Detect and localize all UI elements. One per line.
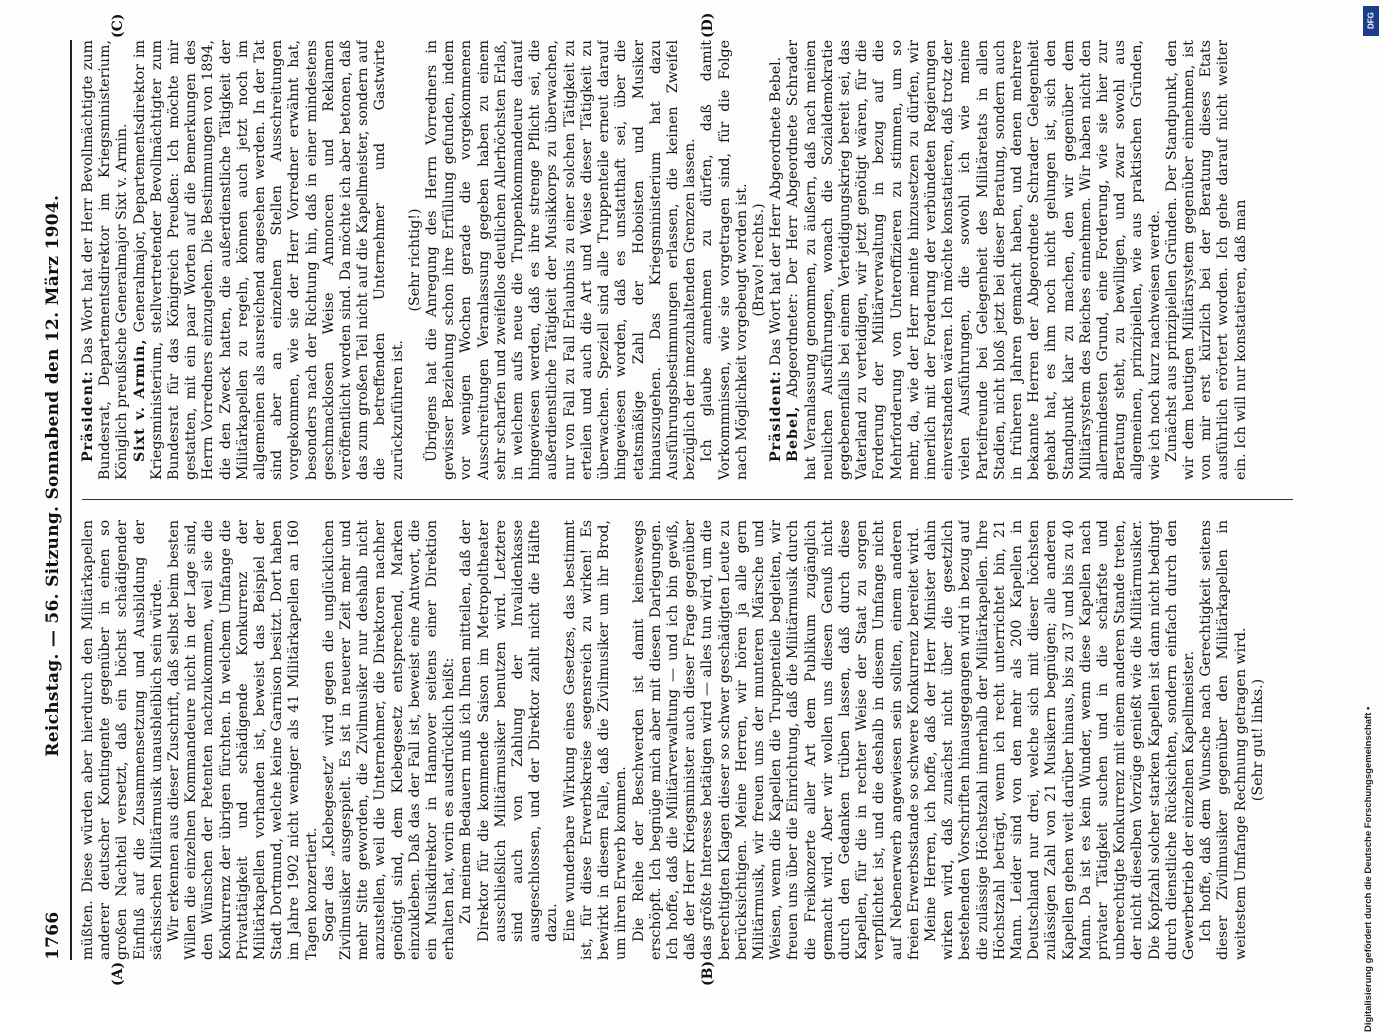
reaction: (Sehr richtig!): [406, 208, 423, 312]
speech-text: Das Wort hat der Herr Bevollmächtigte zum Bundesrat, Departementsdirektor im Kriegsministerium, Königlich preußische Generalmajor Sixt v. Armin.: [80, 40, 131, 480]
margin-letter-c: (C): [110, 13, 126, 38]
paragraph: Ich glaube annehmen zu dürfen, daß damit Vorkommnissen, wie sie vorgetragen sind, für die Folge nach Möglichkeit vorgebeugt worden ist.: [699, 40, 750, 480]
header-rule: [70, 40, 72, 960]
speech-text: Abgeordneter: Der Herr Abgeordnete Schrader hat Veranlassung genommen, zu äußern, daß nach meinen neulichen Ausführungen, wonach die Sozialdemokratie gegebenenfalls bei einem Verteidigungskrieg bereit sei, das Vaterland zu verteidigen, wir jetzt genötigt wären, für die Forderung der Militärverwaltung in bezug auf die Mehrforderung von Unteroffizieren zu stimmen, um so mehr, da, wie der Herr meinte hinzusetzen zu dürfen, wir innerlich mit der Forderung der verbündeten Regierungen einverstanden wären. Ich möchte konstatieren, daß trotz der vielen Ausführungen, die sowohl ich wie meine Parteifreunde bei Gelegenheit des Militäretats in allen Stadien, nicht bloß jetzt bei dieser Beratung, sondern auch in früheren Jahren gemacht haben, und denen mehrere bekannte Herren der Abgeordnete Schrader Gelegenheit gehabt hat, es ihm noch nicht gelungen ist, sich den Standpunkt klar zu machen, den wir gegenüber dem Militärsystem des Reiches einnehmen. Wir haben nicht den allermindesten Grund, eine Forderung, wie sie hier zur Beratung steht, zu bewilligen, und zwar sowohl aus allgemeinen, prinzipiellen, wie aus praktischen Gründen, wie ich noch kurz nachweisen werde.: [785, 40, 1163, 480]
right-column: [80, 40, 1313, 480]
speaker-name: Präsident:: [768, 370, 785, 462]
reaction: (Bravo! rechts.): [750, 203, 767, 317]
margin-letter-d: (D): [700, 12, 716, 38]
digitization-credit: Digitalisierung gefördert durch die Deutsche Forschungsgemeinschaft •: [1363, 706, 1374, 1032]
paragraph: Sogar das „Klebegesetz“ wird gegen die unglücklichen Zivilmusiker ausgespielt. Es ist in neuerer Zeit mehr und mehr Sitte geworden, die Zivilmusiker nur deshalb nicht anzustellen, weil die Unternehmer, die Direktoren nachher genötigt sind, dem Klebegesetz entsprechend, Marken einzukleben. Daß das der Fall ist, beweist eine Antwort, die ein Musikdirektor in Hannover seitens einer Direktion erhalten hat, worin es ausdrücklich heißt:: [320, 520, 458, 960]
left-column: [80, 520, 1313, 960]
margin-letter-a: (A): [110, 961, 126, 986]
paragraph: Übrigens hat die Anregung des Herrn Vorredners in gewisser Beziehung schon ihre Erfüllung gefunden, indem vor wenigen Wochen gerade die vorgekommenen Ausschreitungen Veranlassung gegeben haben zu einem sehr scharfen und zweifellos deutlichen Allerhöchsten Erlaß, in welchem aufs neue die Truppenkommandeure darauf hingewiesen werden, daß es ihre strenge Pflicht sei, die außerdienstliche Tätigkeit der Musikkorps zu überwachen, nur von Fall zu Fall Erlaubnis zu einer solchen Tätigkeit zu erteilen und auch die Art und Weise dieser Tätigkeit zu überwachen. Speziell sind alle Truppenteile erneut darauf hingewiesen worden, daß es unstatthaft sei, über die etatsmäßige Zahl der Hoboisten und Musiker hinauszugehen. Das Kriegsministerium hat dazu Ausführungsbestimmungen erlassen, die keinen Zweifel bezüglich der innezuhaltenden Grenzen lassen.: [424, 40, 699, 480]
paragraph: müßten. Diese würden aber hierdurch den Militärkapellen anderer deutscher Kontingente gegenüber in einen so großen Nachteil versetzt, daß ein höchst schädigender Einfluß auf die Zusammensetzung und Ausbildung der sächsischen Militärmusik unausbleiblich sein würde.: [80, 520, 165, 960]
page-number: 1766: [43, 911, 63, 960]
margin-letter-b: (B): [700, 960, 716, 986]
page-title: Reichstag. — 56. Sitzung. Sonnabend den 12. März 1904.: [43, 194, 63, 757]
paragraph: Meine Herren, ich hoffe, daß der Herr Minister dahin wirken wird, daß zunächst nicht über die gesetzlich bestehenden Vorschriften hinausgegangen wird in bezug auf die zulässige Höchstzahl innerhalb der Militärkapellen. Ihre Höchstzahl beträgt, wenn ich recht unterrichtet bin, 21 Mann. Leider sind von den mehr als 200 Kapellen in Deutschland nur drei, welche sich mit dieser höchsten zulässigen Zahl von 21 Musikern begnügen; alle anderen Kapellen gehen weit darüber hinaus, bis zu 37 und bis zu 40 Mann. Da ist es kein Wunder, wenn diese Kapellen nach privater Tätigkeit suchen und in die schärfste und unberechtigte Konkurrenz mit einem anderen Stande treten, der nicht dieselben Vorzüge genießt wie die Militärmusiker. Die Kopfzahl solcher starken Kapellen ist dann nicht bedingt durch dienstliche Rücksichten, sondern einfach durch den Gewerbetrieb der einzelnen Kapellmeister.: [922, 520, 1197, 960]
paragraph: Ich hoffe, daß dem Wunsche nach Gerechtigkeit seitens dieser Zivilmusiker gegenüber den Militärkapellen in weitestem Umfange Rechnung getragen wird.: [1198, 520, 1249, 960]
speech-paragraph: [80, 40, 132, 480]
quote-paragraph: Zu meinem Bedauern muß ich Ihnen mitteilen, daß der Direktor für die kommende Saison im Metropoltheater ausschließlich Militärmusiker benutzen wird. Letztere sind auch von Zahlung der Invalidenkasse ausgeschlossen, und der Direktor zahlt nicht die Hälfte dazu.: [458, 520, 561, 942]
column-rule: [82, 499, 1293, 500]
paragraph: Wir erkennen aus dieser Zuschrift, daß selbst beim besten Willen die einzelnen Kommandeure nicht in der Lage sind, den Wünschen der Petenten nachzukommen, weil sie die Konkurrenz der übrigen fürchten. In welchem Umfange die Privattätigkeit und schädigende Konkurrenz der Militärkapellen vorhanden ist, beweist das Beispiel der Stadt Dortmund, welche keine Garnison besitzt. Dort haben im Jahre 1902 nicht weniger als 41 Militärkapellen an 160 Tagen konzertiert.: [166, 520, 320, 960]
dfg-logo: DFG: [1363, 6, 1379, 36]
speaker-name: Präsident:: [80, 370, 96, 462]
speech-text: Generalmajor, Departementsdirektor im Kriegsministerium, stellvertretender Bevollmächtigter zum Bundesrat für das Königreich Preußen: Ich möchte mir gestatten, mit ein paar Worten auf die Bemerkungen des Herrn Vorredners einzugehen. Die Bestimmungen von 1894, die den Zweck hatten, die außerdienstliche Tätigkeit der Militärkapellen zu regeln, können auch jetzt noch im allgemeinen als ausreichend angesehen werden. In der Tat sind aber an einzelnen Stellen Ausschreitungen vorgekommen, wie sie der Herr Vorredner erwähnt hat, besonders nach der Richtung hin, daß in einer mindestens geschmacklosen Weise Annoncen und Reklamen veröffentlicht worden sind. Da möchte ich aber betonen, daß das zum großen Teil nicht auf die Kapellmeister, sondern auf die betreffenden Unternehmer und Gastwirte zurückzuführen ist.: [131, 40, 406, 480]
speech-paragraph: [768, 40, 785, 480]
speech-paragraph: [785, 40, 1163, 480]
paragraph: Eine wunderbare Wirkung eines Gesetzes, das bestimmt ist, für diese Erwerbskreise segensreich zu wirken! Es bewirkt in diesem Falle, daß die Zivilmusiker um ihr Brod, um ihren Erwerb kommen.: [561, 520, 630, 960]
paragraph: Die Reihe der Beschwerden ist damit keineswegs erschöpft. Ich begnüge mich aber mit diesen Darlegungen. Ich hoffe, daß die Militärverwaltung — und ich bin gewiß, daß der Herr Kriegsminister auch dieser Frage gegenüber das größte Interesse betätigen wird — alles tun wird, um die berechtigten Klagen dieser so schwer geschädigten Leute zu berücksichtigen. Meine Herren, wir hören ja alle gern Militärmusik, wir freuen uns der munteren Märsche und Weisen, wenn die Kapellen die Truppenteile begleiten, wir freuen uns über die Einrichtung, daß die Militärmusik durch die Freikonzerte aller Art dem Publikum zugänglich gemacht wird. Aber wir wollen uns diesen Genuß nicht durch den Gedanken trüben lassen, daß durch diese Kapellen, für die in rechter Weise der Staat zu sorgen verpflichtet ist, und die deshalb in diesem Umfange nicht auf Nebenerwerb angewiesen sein sollten, einem anderen freien Erwerbsstande so schwere Konkurrenz bereitet wird.: [630, 520, 922, 960]
speech-text: Das Wort hat der Herr Abgeordnete Bebel.: [768, 56, 785, 366]
page-header: [38, 40, 68, 960]
reaction: (Sehr gut! links.): [1249, 678, 1266, 802]
paragraph: Zunächst aus prinzipiellen Gründen. Der Standpunkt, den wir dem heutigen Militärsystem gegenüber einnehmen, ist von mir erst kürzlich bei der Beratung dieses Etats ausführlich erörtert worden. Ich gehe darauf nicht weiter ein. Ich will nur konstatieren, daß man: [1163, 40, 1249, 480]
speaker-name: Sixt v. Armin,: [131, 338, 148, 462]
speech-paragraph: [132, 40, 407, 480]
speaker-name: Bebel,: [785, 405, 802, 462]
